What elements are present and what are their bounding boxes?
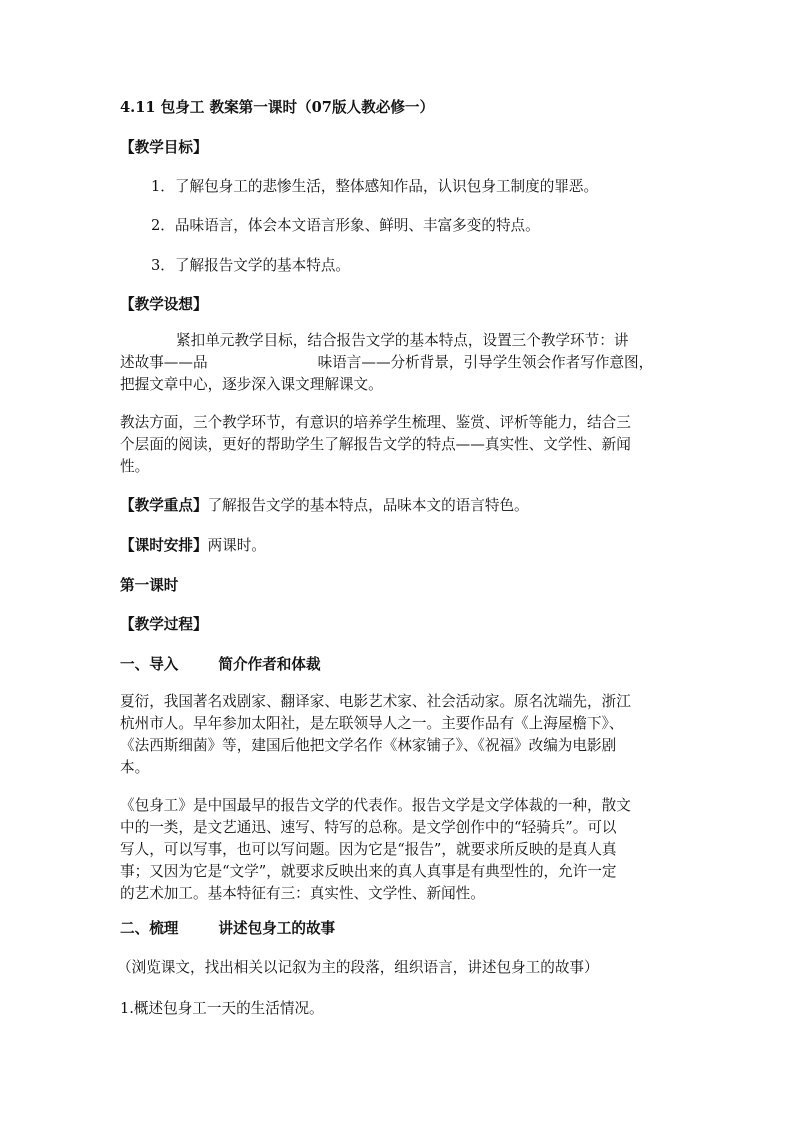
section1-heading xyxy=(120,654,675,676)
section2-heading-a: 二、梳理 xyxy=(120,920,179,937)
author-line: 夏衍，我国著名戏剧家、翻译家、电影艺术家、社会活动家。原名沈端先，浙江 xyxy=(120,693,631,710)
genre-line: 《包身工》是中国最早的报告文学的代表作。报告文学是文学体裁的一种，散文 xyxy=(120,797,631,814)
design-line xyxy=(120,352,675,374)
process-heading: 【教学过程】 xyxy=(120,616,208,633)
method-line: 性。 xyxy=(120,458,150,475)
schedule-label: 【课时安排】 xyxy=(120,537,208,554)
schedule-text: 两课时。 xyxy=(207,537,266,554)
method-line: 教法方面，三个教学环节，有意识的培养学生梳理、鉴赏、评析等能力，结合三 xyxy=(120,414,631,431)
schedule xyxy=(120,535,675,557)
design-paragraph xyxy=(120,330,675,396)
genre-line: 的艺术加工。基本特征有三：真实性、文学性、新闻性。 xyxy=(120,885,485,902)
section2-heading xyxy=(120,918,675,940)
key-points xyxy=(120,495,675,517)
method-line: 个层面的阅读，更好的帮助学生了解报告文学的特点——真实性、文学性、新闻 xyxy=(120,436,631,453)
design-line: 紧扣单元教学目标，结合报告文学的基本特点，设置三个教学环节：讲 xyxy=(176,332,629,349)
design-line: 把握文章中心，逐步深入课文理解课文。 xyxy=(120,376,383,393)
author-line: 《法西斯细菌》等，建国后他把文学名作《林家铺子》、《祝福》改编为电影剧 xyxy=(120,737,617,754)
method-paragraph xyxy=(120,412,675,478)
objective-item: 3．了解报告文学的基本特点。 xyxy=(151,257,351,274)
section1-heading-b: 简介作者和体裁 xyxy=(218,656,321,673)
genre-line: 事；又因为它是“文学”，就要求反映出来的真人真事是有典型性的，允许一定 xyxy=(120,863,617,880)
genre-line: 写人，可以写事，也可以写问题。因为它是“报告”，就要求所反映的是真人真 xyxy=(120,841,617,858)
design-line-part: 述故事——品 xyxy=(120,354,208,371)
author-line: 本。 xyxy=(120,759,150,776)
author-paragraph xyxy=(120,691,675,779)
section2-instruction: （浏览课文，找出相关以记叙为主的段落，组织语言，讲述包身工的故事） xyxy=(117,959,599,976)
design-line-part: 味语言——分析背景，引导学生领会作者写作意图， xyxy=(317,354,654,371)
objective-item: 1．了解包身工的悲惨生活，整体感知作品，认识包身工制度的罪恶。 xyxy=(151,178,599,195)
document-title: 4.11 包身工 教案第一课时（07版人教必修一） xyxy=(120,99,435,116)
key-points-text: 了解报告文学的基本特点，品味本文的语言特色。 xyxy=(207,497,529,514)
genre-line: 中的一类，是文艺通迅、速写、特写的总称。是文学创作中的“轻骑兵”。可以 xyxy=(120,819,617,836)
key-points-label: 【教学重点】 xyxy=(120,497,208,514)
lesson-title: 第一课时 xyxy=(120,577,179,594)
genre-paragraph xyxy=(120,795,675,905)
objective-item: 2．品味语言，体会本文语言形象、鲜明、丰富多变的特点。 xyxy=(151,217,540,234)
question-1: 1.概述包身工一天的生活情况。 xyxy=(120,1000,324,1017)
objectives-heading: 【教学目标】 xyxy=(120,139,208,156)
section2-heading-b: 讲述包身工的故事 xyxy=(218,920,336,937)
section1-heading-a: 一、导入 xyxy=(120,656,179,673)
author-line: 杭州市人。早年参加太阳社，是左联领导人之一。主要作品有《上海屋檐下》、 xyxy=(120,715,624,732)
design-heading: 【教学设想】 xyxy=(120,296,208,313)
